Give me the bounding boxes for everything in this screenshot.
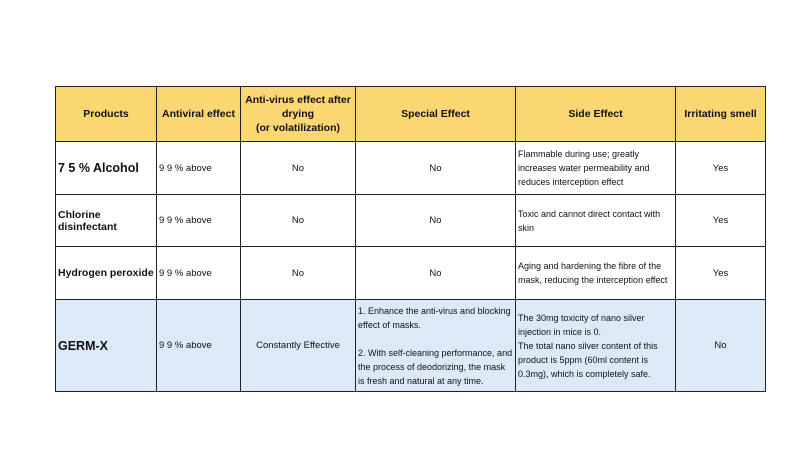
header-row [56,87,766,142]
table-row [56,142,766,195]
antiviral-cell: 9 9 % above [157,300,241,392]
header-irritating-smell: Irritating smell [676,87,766,142]
header-antiviral-effect: Antiviral effect [157,87,241,142]
special-effect-cell [356,300,516,392]
side-effect-cell: Aging and hardening the fibre of the mask, reducing the interception effect [516,247,676,300]
side-effect-cell: Flammable during use; greatly increases water permeability and reduces interception effect [516,142,676,195]
after-drying-cell: No [241,142,356,195]
side-effect-cell: Toxic and cannot direct contact with skin [516,195,676,247]
antiviral-cell: 9 9 % above [157,142,241,195]
antiviral-cell: 9 9 % above [157,247,241,300]
after-drying-cell: No [241,247,356,300]
table-row [56,247,766,300]
smell-cell: No [676,300,766,392]
smell-cell: Yes [676,195,766,247]
side-effect-point-1: The 30mg toxicity of nano silver injection in mice is 0. [518,312,645,337]
after-drying-cell: No [241,195,356,247]
product-cell: Chlorine disinfectant [56,195,157,247]
special-effect-cell: No [356,142,516,195]
product-cell: 7 5 % Alcohol [56,142,157,195]
table-row-highlighted [56,300,766,392]
header-products: Products [56,87,157,142]
header-after-drying [241,87,356,142]
header-after-drying-line2: (or volatilization) [256,122,340,134]
header-side-effect: Side Effect [516,87,676,142]
after-drying-cell: Constantly Effective [241,300,356,392]
special-effect-cell: No [356,195,516,247]
table-row [56,195,766,247]
special-effect-cell: No [356,247,516,300]
product-cell: Hydrogen peroxide [56,247,157,300]
special-effect-point-2: 2. With self-cleaning performance, and the process of deodorizing, the mask is fresh and natural at any time. [358,347,513,386]
side-effect-point-2: The total nano silver content of this product is 5ppm (60ml content is 0.3mg), which is completely safe. [518,340,658,379]
header-after-drying-line1: Anti-virus effect after drying [245,94,351,120]
antiviral-cell: 9 9 % above [157,195,241,247]
header-special-effect: Special Effect [356,87,516,142]
comparison-table [55,86,766,392]
special-effect-point-1: 1. Enhance the anti-virus and blocking effect of masks. [358,305,511,330]
side-effect-cell [516,300,676,392]
smell-cell: Yes [676,247,766,300]
product-cell: GERM-X [56,300,157,392]
smell-cell: Yes [676,142,766,195]
